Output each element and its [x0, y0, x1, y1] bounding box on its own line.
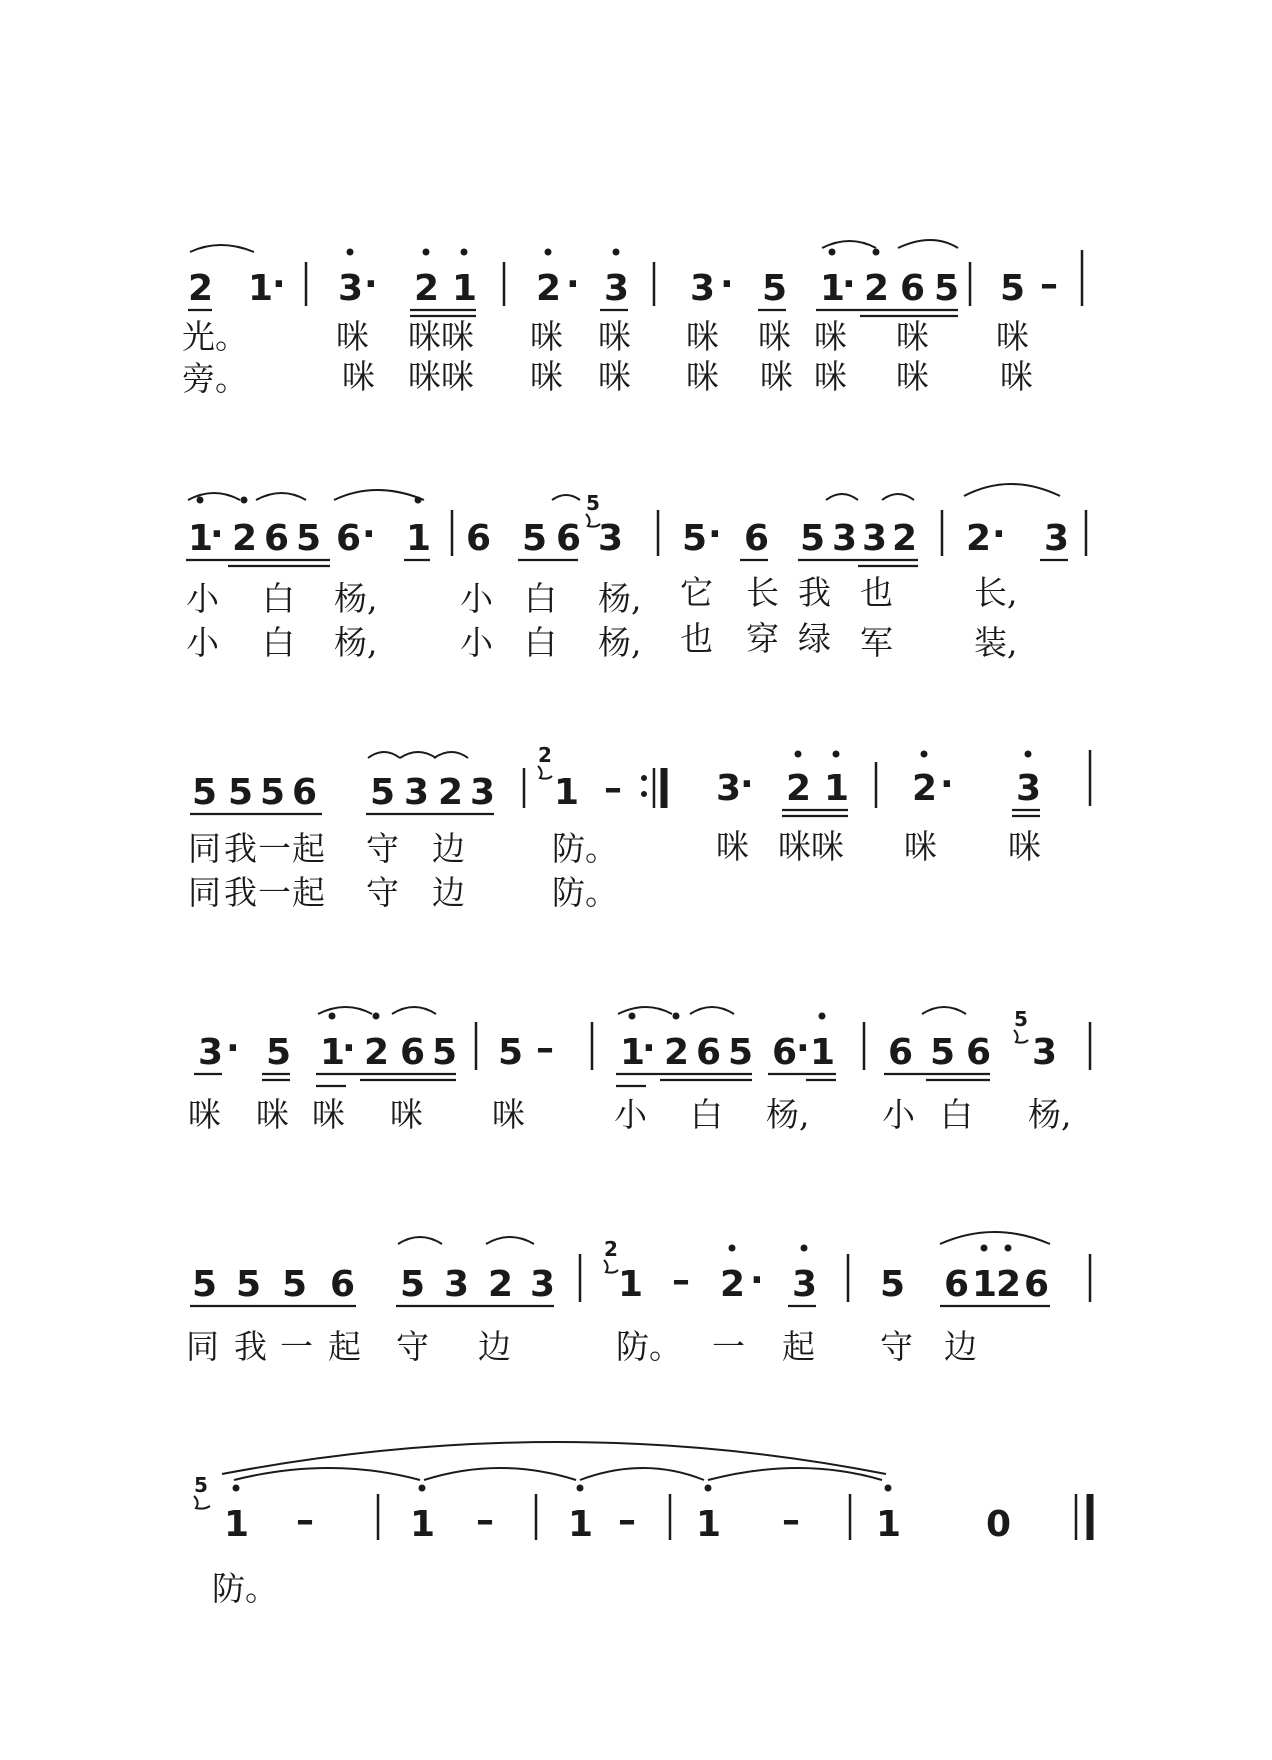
lyric: 白 — [940, 1095, 973, 1134]
lyric: 起 — [292, 873, 325, 912]
note: 0 — [986, 1504, 1012, 1545]
note: · — [210, 514, 224, 555]
note: 3 — [598, 518, 624, 559]
note: 5 — [370, 772, 396, 813]
lyric: 白 — [690, 1095, 723, 1134]
lyric: 杨, — [598, 579, 642, 618]
score-line-3 — [188, 743, 1090, 912]
note: 1 — [972, 1264, 998, 1305]
note: 1 — [696, 1504, 722, 1545]
note: · — [708, 514, 722, 555]
lyric: 咪 — [256, 1095, 289, 1134]
lyric: 它 — [680, 573, 713, 612]
note: 3 — [444, 1264, 470, 1305]
note: 2 — [232, 518, 258, 559]
lyric: 咪咪 — [778, 827, 844, 866]
note: 5 — [682, 518, 708, 559]
note: 1 — [620, 1032, 646, 1073]
lyric: 咪 — [686, 357, 719, 396]
note: 1 — [618, 1264, 644, 1305]
lyric: 杨, — [334, 623, 378, 662]
lyric: 一 — [258, 829, 291, 868]
lyric: 咪 — [716, 827, 749, 866]
lyric: 杨, — [1028, 1095, 1072, 1134]
lyric: 我 — [234, 1327, 267, 1366]
note: · — [642, 1028, 656, 1069]
lyric: 小 — [614, 1095, 647, 1134]
note: 1 — [876, 1504, 902, 1545]
note: 1 — [452, 268, 478, 309]
lyric: 咪 — [342, 357, 375, 396]
note: 3 — [470, 772, 496, 813]
score-line-5 — [186, 1232, 1090, 1366]
note: – — [604, 768, 622, 809]
note: 6 — [336, 518, 362, 559]
note: 6 — [696, 1032, 722, 1073]
note: 3 — [832, 518, 858, 559]
lyric: 装, — [974, 623, 1018, 662]
grace-note: 2 — [604, 1237, 618, 1261]
note: 2 — [720, 1264, 746, 1305]
lyric: 咪 — [896, 317, 929, 356]
lyric: 长 — [746, 573, 779, 612]
note: 2 — [438, 772, 464, 813]
note: 5 — [192, 1264, 218, 1305]
lyric: 防。 — [616, 1327, 682, 1366]
note: 1 — [820, 268, 846, 309]
note: 1 — [248, 268, 274, 309]
note: 6 — [888, 1032, 914, 1073]
note: 5 — [296, 518, 322, 559]
lyric: 咪 — [904, 827, 937, 866]
lyric: 小 — [460, 579, 493, 618]
score-line-2 — [186, 484, 1086, 662]
note: – — [672, 1260, 690, 1301]
note: 3 — [338, 268, 364, 309]
note: 2 — [664, 1032, 690, 1073]
lyric: 咪 — [598, 357, 631, 396]
lyric: 穿 — [746, 619, 779, 658]
lyric: 咪 — [1000, 357, 1033, 396]
note: 3 — [716, 768, 742, 809]
lyric: 杨, — [766, 1095, 810, 1134]
note: 6 — [944, 1264, 970, 1305]
note: 3 — [1032, 1032, 1058, 1073]
note: 3 — [792, 1264, 818, 1305]
lyric: 咪 — [598, 317, 631, 356]
note: 5 — [930, 1032, 956, 1073]
note: 6 — [744, 518, 770, 559]
lyric: 咪 — [390, 1095, 423, 1134]
note: 5 — [1000, 268, 1026, 309]
note: – — [536, 1028, 554, 1069]
note: 5 — [728, 1032, 754, 1073]
note: · — [362, 514, 376, 555]
note: 5 — [266, 1032, 292, 1073]
note: 3 — [1016, 768, 1042, 809]
lyric: 起 — [292, 829, 325, 868]
lyric: 小 — [882, 1095, 915, 1134]
note: – — [1040, 264, 1058, 305]
lyric: 咪 — [686, 317, 719, 356]
lyric: 长, — [974, 573, 1018, 612]
note: 6 — [556, 518, 582, 559]
lyric: 咪 — [758, 317, 791, 356]
grace-note: 5 — [1014, 1007, 1028, 1031]
note: 2 — [864, 268, 890, 309]
note: 3 — [604, 268, 630, 309]
note: 6 — [900, 268, 926, 309]
lyric: 咪 — [896, 357, 929, 396]
grace-note: 5 — [586, 491, 600, 515]
lyric: 光。 — [182, 317, 248, 356]
lyric: 咪咪 — [408, 357, 474, 396]
lyric: 白 — [524, 579, 557, 618]
note: 2 — [892, 518, 918, 559]
note: 6 — [772, 1032, 798, 1073]
note: 3 — [530, 1264, 556, 1305]
lyric: 咪 — [312, 1095, 345, 1134]
note: 1 — [188, 518, 214, 559]
note: 1 — [568, 1504, 594, 1545]
note: 1 — [824, 768, 850, 809]
lyric: 杨, — [334, 579, 378, 618]
note: 2 — [364, 1032, 390, 1073]
note: 3 — [198, 1032, 224, 1073]
lyric: 我 — [798, 573, 831, 612]
note: 5 — [260, 772, 286, 813]
lyric: 小 — [186, 579, 219, 618]
lyric: 防。 — [552, 873, 618, 912]
note: 5 — [934, 268, 960, 309]
note: 2 — [996, 1264, 1022, 1305]
lyric: 防。 — [552, 829, 618, 868]
lyric: 咪 — [188, 1095, 221, 1134]
lyric: 绿 — [798, 619, 831, 658]
note: 5 — [432, 1032, 458, 1073]
lyric: 守 — [366, 873, 399, 912]
note: · — [272, 264, 286, 305]
note: 1 — [406, 518, 432, 559]
lyric: 守 — [366, 829, 399, 868]
lyric: 起 — [328, 1327, 361, 1366]
lyric: 咪 — [492, 1095, 525, 1134]
lyric: 咪咪 — [408, 317, 474, 356]
lyric: 军 — [860, 623, 893, 662]
note: 6 — [264, 518, 290, 559]
lyric: 边 — [432, 829, 465, 868]
note: 5 — [498, 1032, 524, 1073]
note: 1 — [410, 1504, 436, 1545]
note: 2 — [488, 1264, 514, 1305]
lyric: 同 — [188, 829, 221, 868]
lyric: 守 — [880, 1327, 913, 1366]
note: · — [940, 764, 954, 805]
note: · — [720, 264, 734, 305]
note: 5 — [282, 1264, 308, 1305]
lyric: 也 — [680, 619, 713, 658]
note: 5 — [192, 772, 218, 813]
lyric: 杨, — [598, 623, 642, 662]
note: · — [364, 264, 378, 305]
note: 5 — [522, 518, 548, 559]
lyric: 守 — [396, 1327, 429, 1366]
lyric: 白 — [262, 623, 295, 662]
note: 2 — [786, 768, 812, 809]
note: · — [992, 514, 1006, 555]
lyric: 小 — [460, 623, 493, 662]
note: – — [296, 1500, 314, 1541]
note: 3 — [862, 518, 888, 559]
note: 6 — [330, 1264, 356, 1305]
lyric: 咪 — [530, 317, 563, 356]
lyric: 一 — [280, 1327, 313, 1366]
grace-note: 2 — [538, 743, 552, 767]
lyric: 一 — [712, 1327, 745, 1366]
score-line-4 — [188, 1007, 1090, 1134]
lyric: 白 — [262, 579, 295, 618]
note: · — [750, 1260, 764, 1301]
note: 1 — [810, 1032, 836, 1073]
note: 5 — [762, 268, 788, 309]
lyric: 咪 — [1008, 827, 1041, 866]
lyric: 边 — [432, 873, 465, 912]
lyric: 咪 — [530, 357, 563, 396]
note: 3 — [1044, 518, 1070, 559]
lyric: 咪 — [760, 357, 793, 396]
lyric: 也 — [860, 573, 893, 612]
note: · — [740, 764, 754, 805]
lyric: 边 — [478, 1327, 511, 1366]
note: 5 — [800, 518, 826, 559]
note: 5 — [400, 1264, 426, 1305]
grace-note: 5 — [194, 1473, 208, 1497]
note: 2 — [966, 518, 992, 559]
lyric: 咪 — [814, 357, 847, 396]
lyric: 旁。 — [182, 359, 248, 398]
lyric: 白 — [524, 623, 557, 662]
lyric: 一 — [258, 873, 291, 912]
note: – — [476, 1500, 494, 1541]
note: – — [618, 1500, 636, 1541]
note: 3 — [690, 268, 716, 309]
lyric: 同 — [188, 873, 221, 912]
lyric: 防。 — [212, 1569, 278, 1608]
lyric: 小 — [186, 623, 219, 662]
score-line-1 — [182, 240, 1082, 398]
lyric: 我 — [224, 829, 257, 868]
note: 2 — [536, 268, 562, 309]
note: · — [342, 1028, 356, 1069]
lyric: 我 — [224, 873, 257, 912]
lyric: 起 — [782, 1327, 815, 1366]
lyric: 边 — [944, 1327, 977, 1366]
lyric: 咪 — [336, 317, 369, 356]
note: 2 — [188, 268, 214, 309]
lyric: 咪 — [996, 317, 1029, 356]
note: 5 — [880, 1264, 906, 1305]
note: 6 — [466, 518, 492, 559]
lyric: 咪 — [814, 317, 847, 356]
score-line-6 — [194, 1442, 1090, 1608]
note: 6 — [1024, 1264, 1050, 1305]
note: 6 — [292, 772, 318, 813]
lyric: 同 — [186, 1327, 219, 1366]
note: 6 — [400, 1032, 426, 1073]
note: · — [226, 1028, 240, 1069]
note: 5 — [236, 1264, 262, 1305]
note: 1 — [554, 772, 580, 813]
note: · — [842, 264, 856, 305]
note: 5 — [228, 772, 254, 813]
note: 1 — [224, 1504, 250, 1545]
note: 3 — [404, 772, 430, 813]
note: – — [782, 1500, 800, 1541]
note: 6 — [966, 1032, 992, 1073]
note: · — [566, 264, 580, 305]
note: 2 — [912, 768, 938, 809]
note: 1 — [320, 1032, 346, 1073]
note: · — [796, 1028, 810, 1069]
note: 2 — [414, 268, 440, 309]
